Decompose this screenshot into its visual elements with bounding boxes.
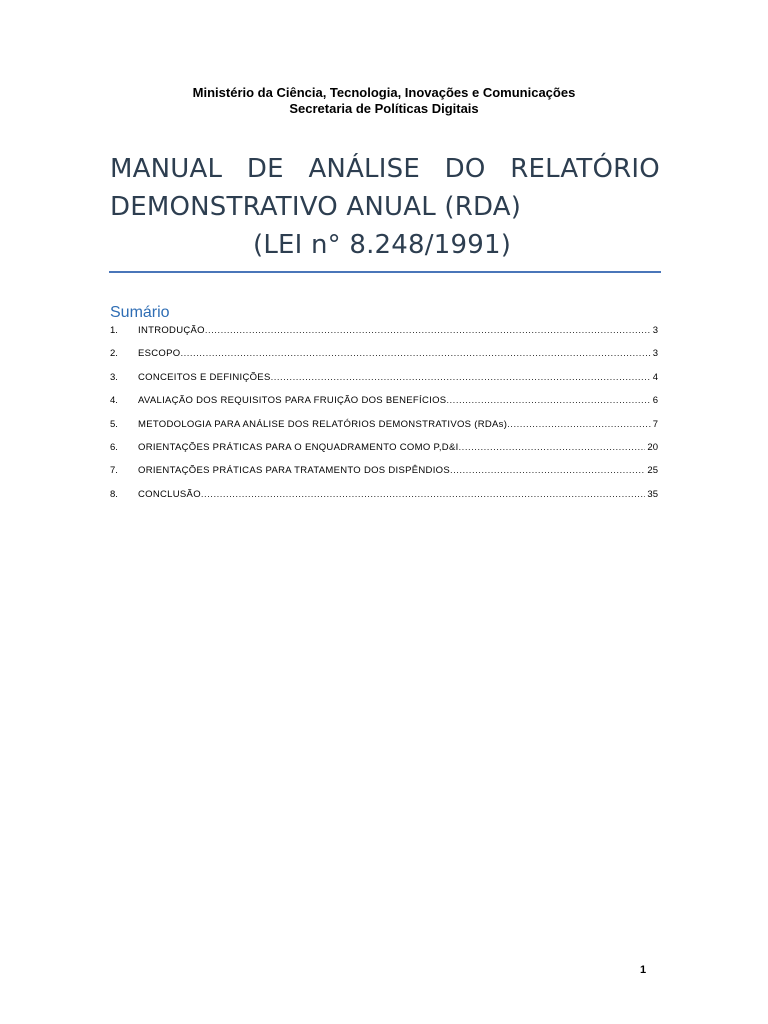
toc-title: CONCLUSÃO <box>138 488 201 500</box>
toc-number: 4. <box>110 395 118 407</box>
toc-entry[interactable] <box>110 395 658 418</box>
toc-page: 20 <box>647 441 658 453</box>
toc-page: 7 <box>652 418 658 430</box>
toc-number: 1. <box>110 325 118 336</box>
toc-title: AVALIAÇÃO DOS REQUISITOS PARA FRUIÇÃO DOS BENEFÍCIOS <box>138 395 447 407</box>
toc-number: 2. <box>110 348 118 360</box>
toc-number: 8. <box>110 488 118 500</box>
document-title <box>110 150 660 264</box>
toc-number: 6. <box>110 441 118 453</box>
ministry-name: Ministério da Ciência, Tecnologia, Inovações e Comunicações <box>192 85 576 100</box>
toc-page: 3 <box>652 325 658 336</box>
toc-entry[interactable] <box>110 489 658 512</box>
secretariat-name: Secretaria de Políticas Digitais <box>289 101 479 116</box>
summary-heading: Sumário <box>110 304 170 321</box>
toc-leader <box>205 325 651 336</box>
title-line-3: (LEI n° 8.248/1991) <box>253 230 512 260</box>
toc-number: 7. <box>110 465 118 477</box>
title-word: DO <box>444 154 486 184</box>
page-number: 1 <box>640 964 647 976</box>
toc-entry[interactable] <box>110 372 658 395</box>
toc-leader <box>450 465 645 476</box>
toc-number: 3. <box>110 371 118 383</box>
toc-entry[interactable] <box>110 325 658 348</box>
toc-title: ORIENTAÇÕES PRÁTICAS PARA TRATAMENTO DOS DISPÊNDIOS <box>138 465 450 477</box>
toc-entry[interactable] <box>110 465 658 488</box>
table-of-contents <box>110 325 658 512</box>
toc-page: 6 <box>652 395 658 407</box>
toc-title: ESCOPO <box>138 348 181 360</box>
toc-title: CONCEITOS E DEFINIÇÕES <box>138 371 271 383</box>
toc-leader <box>446 395 650 406</box>
toc-page: 3 <box>652 348 658 360</box>
toc-entry[interactable] <box>110 348 658 371</box>
toc-leader <box>180 348 650 359</box>
title-line-1 <box>110 150 660 188</box>
toc-leader <box>201 489 646 500</box>
title-word: ANÁLISE <box>308 154 420 184</box>
toc-page: 4 <box>652 371 658 383</box>
title-word: DE <box>246 154 284 184</box>
toc-title: METODOLOGIA PARA ANÁLISE DOS RELATÓRIOS DEMONSTRATIVOS (RDAs) <box>138 418 508 430</box>
toc-page: 25 <box>647 465 658 477</box>
document-header <box>0 85 768 117</box>
toc-entry[interactable] <box>110 442 658 465</box>
title-line-2: DEMONSTRATIVO ANUAL (RDA) <box>110 192 522 222</box>
toc-leader <box>271 372 651 383</box>
toc-leader <box>459 442 646 453</box>
toc-leader <box>507 419 651 430</box>
title-word: RELATÓRIO <box>510 154 660 184</box>
toc-number: 5. <box>110 418 118 430</box>
toc-title: ORIENTAÇÕES PRÁTICAS PARA O ENQUADRAMENTO COMO P,D&I <box>138 441 459 453</box>
title-word: MANUAL <box>110 154 223 184</box>
toc-page: 35 <box>647 488 658 500</box>
toc-entry[interactable] <box>110 419 658 442</box>
toc-title: INTRODUÇÃO <box>138 325 205 336</box>
title-divider <box>109 271 661 273</box>
